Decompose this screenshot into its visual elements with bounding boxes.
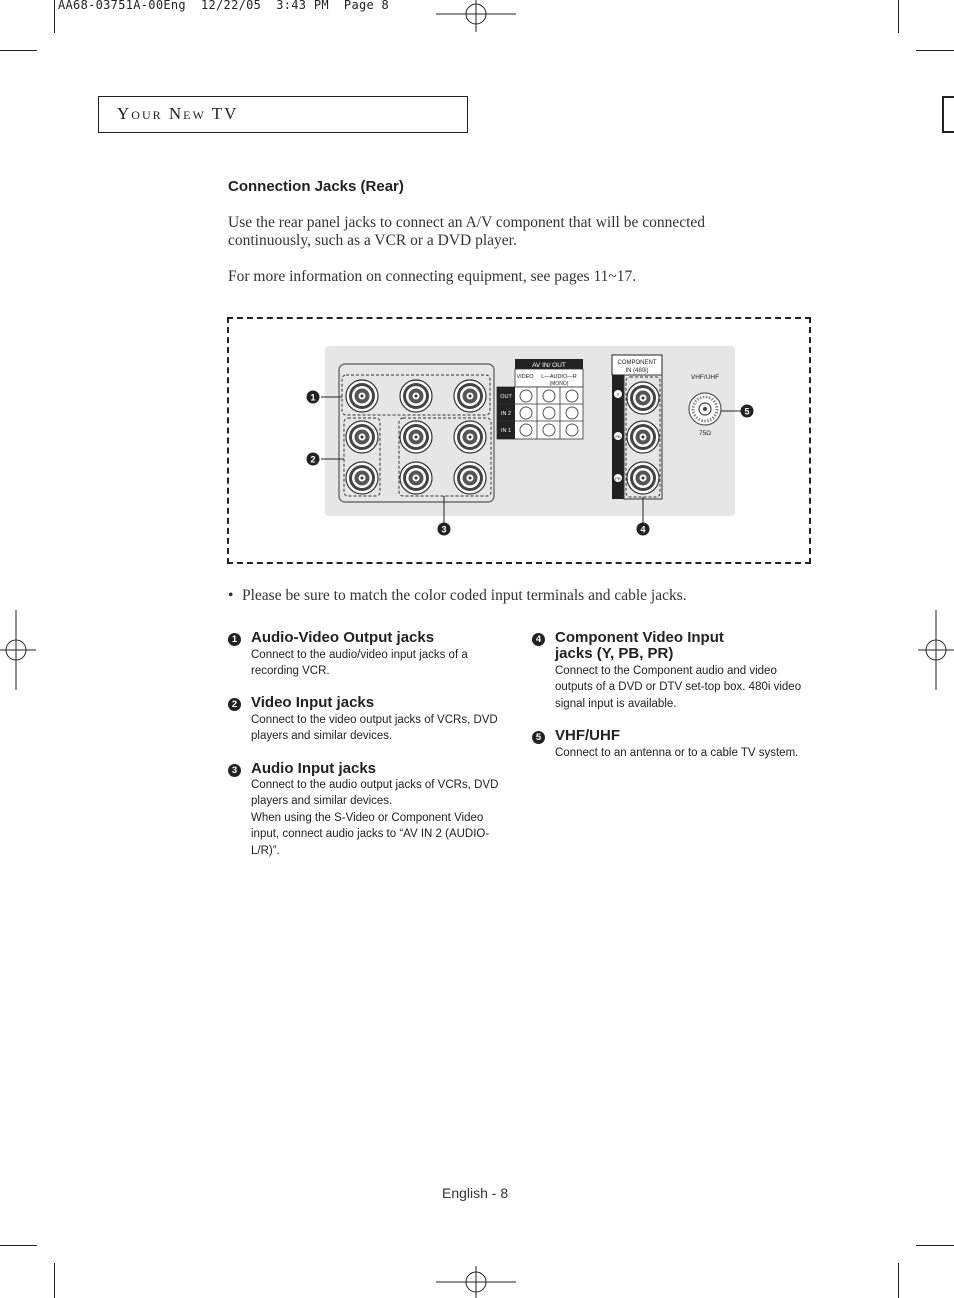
item-vhf-uhf (532, 728, 812, 768)
item-text: Connect to an antenna or to a cable TV system. (555, 747, 799, 759)
row-out: OUT (500, 394, 512, 400)
print-slug: AA68-03751A-00Eng 12/22/05 3:43 PM Page 8 (58, 0, 390, 12)
component-header-1: COMPONENT (617, 360, 657, 366)
item-av-output (228, 630, 508, 690)
item-number: 1 (228, 633, 241, 646)
callout-2: 2 (310, 454, 316, 465)
callout-1: 1 (310, 392, 316, 403)
pb-label: PB (615, 434, 621, 439)
jack-in2-l (400, 421, 432, 453)
col-audio: L—AUDIO—R (541, 374, 577, 380)
item-title: Audio Input jacks (251, 760, 377, 777)
crop-mark (898, 0, 899, 33)
item-video-input (228, 695, 508, 755)
jack-component-pb (627, 421, 659, 453)
row-in2: IN 2 (500, 411, 512, 417)
item-text: Connect to the audio output jacks of VCRs, DVD players and similar devices. (251, 779, 499, 808)
jack-in1-r (454, 462, 486, 494)
item-text: Connect to the audio/video input jacks of a recording VCR. (251, 649, 468, 678)
section-title-box (98, 96, 468, 133)
item-number: 4 (532, 633, 545, 646)
jack-component-y (627, 382, 659, 414)
section-title: Your New TV (117, 104, 239, 123)
color-match-note: • Please be sure to match the color coded input terminals and cable jacks. (228, 587, 687, 604)
component-header-2: IN (480i) (625, 368, 649, 374)
item-text-2: When using the S-Video or Component Video input, connect audio jacks to “AV IN 2 (AUDIO-L/R)”. (251, 812, 490, 857)
vhf-label: VHF/UHF (690, 374, 720, 381)
row-in1: IN 1 (500, 428, 512, 434)
item-title: VHF/UHF (555, 727, 620, 744)
callout-3: 3 (441, 524, 447, 535)
item-title-line-2: jacks (Y, PB, PR) (555, 645, 674, 662)
intro-paragraph: Use the rear panel jacks to connect an A/V component that will be connected continuously, such as a VCR or a DVD player. (228, 214, 706, 249)
reference-paragraph: For more information on connecting equipment, see pages 11~17. (228, 268, 637, 285)
registration-mark-bottom (436, 1266, 516, 1298)
jack-out-l (400, 380, 432, 412)
item-text: Connect to the video output jacks of VCRs, DVD players and similar devices. (251, 714, 498, 743)
item-number: 2 (228, 698, 241, 711)
bullet-dot: • (228, 587, 234, 604)
callout-4: 4 (640, 524, 646, 535)
jack-out-video (346, 380, 378, 412)
crop-mark (0, 1245, 37, 1246)
item-component-input (532, 630, 812, 720)
crop-mark (898, 1263, 899, 1298)
crop-mark (54, 1263, 55, 1298)
y-label: Y (616, 392, 620, 397)
item-number: 5 (532, 731, 545, 744)
ohm-label: 75Ω (698, 430, 712, 437)
jack-component-pr (627, 462, 659, 494)
item-title: Video Input jacks (251, 694, 375, 711)
item-title: Component Video Input (555, 629, 724, 646)
page-heading: Connection Jacks (Rear) (228, 178, 404, 195)
item-audio-input (228, 761, 508, 871)
jack-in1-l (400, 462, 432, 494)
jack-in2-r (454, 421, 486, 453)
crop-mark (916, 1245, 954, 1246)
col-video: VIDEO (516, 374, 534, 380)
jack-out-r (454, 380, 486, 412)
registration-mark-left (0, 610, 36, 690)
crop-mark (54, 0, 55, 33)
item-title: Audio-Video Output jacks (251, 629, 435, 646)
col-mono: (MONO) (549, 381, 569, 387)
jack-in1-video (346, 462, 378, 494)
callout-5: 5 (744, 406, 750, 417)
rear-panel-illustration (229, 319, 809, 562)
rear-panel-diagram (227, 317, 811, 564)
registration-mark-top (436, 0, 516, 32)
edge-tab (942, 96, 954, 133)
pr-label: PR (615, 476, 621, 481)
jack-in2-video (346, 421, 378, 453)
av-header-text: AV IN/ OUT (532, 362, 566, 369)
page-footer: English - 8 (442, 1185, 509, 1201)
crop-mark (0, 50, 37, 51)
crop-mark (916, 50, 954, 51)
registration-mark-right (918, 610, 954, 690)
item-number: 3 (228, 764, 241, 777)
item-text: Connect to the Component audio and video outputs of a DVD or DTV set-top box. 480i video signal input is available. (555, 665, 802, 710)
